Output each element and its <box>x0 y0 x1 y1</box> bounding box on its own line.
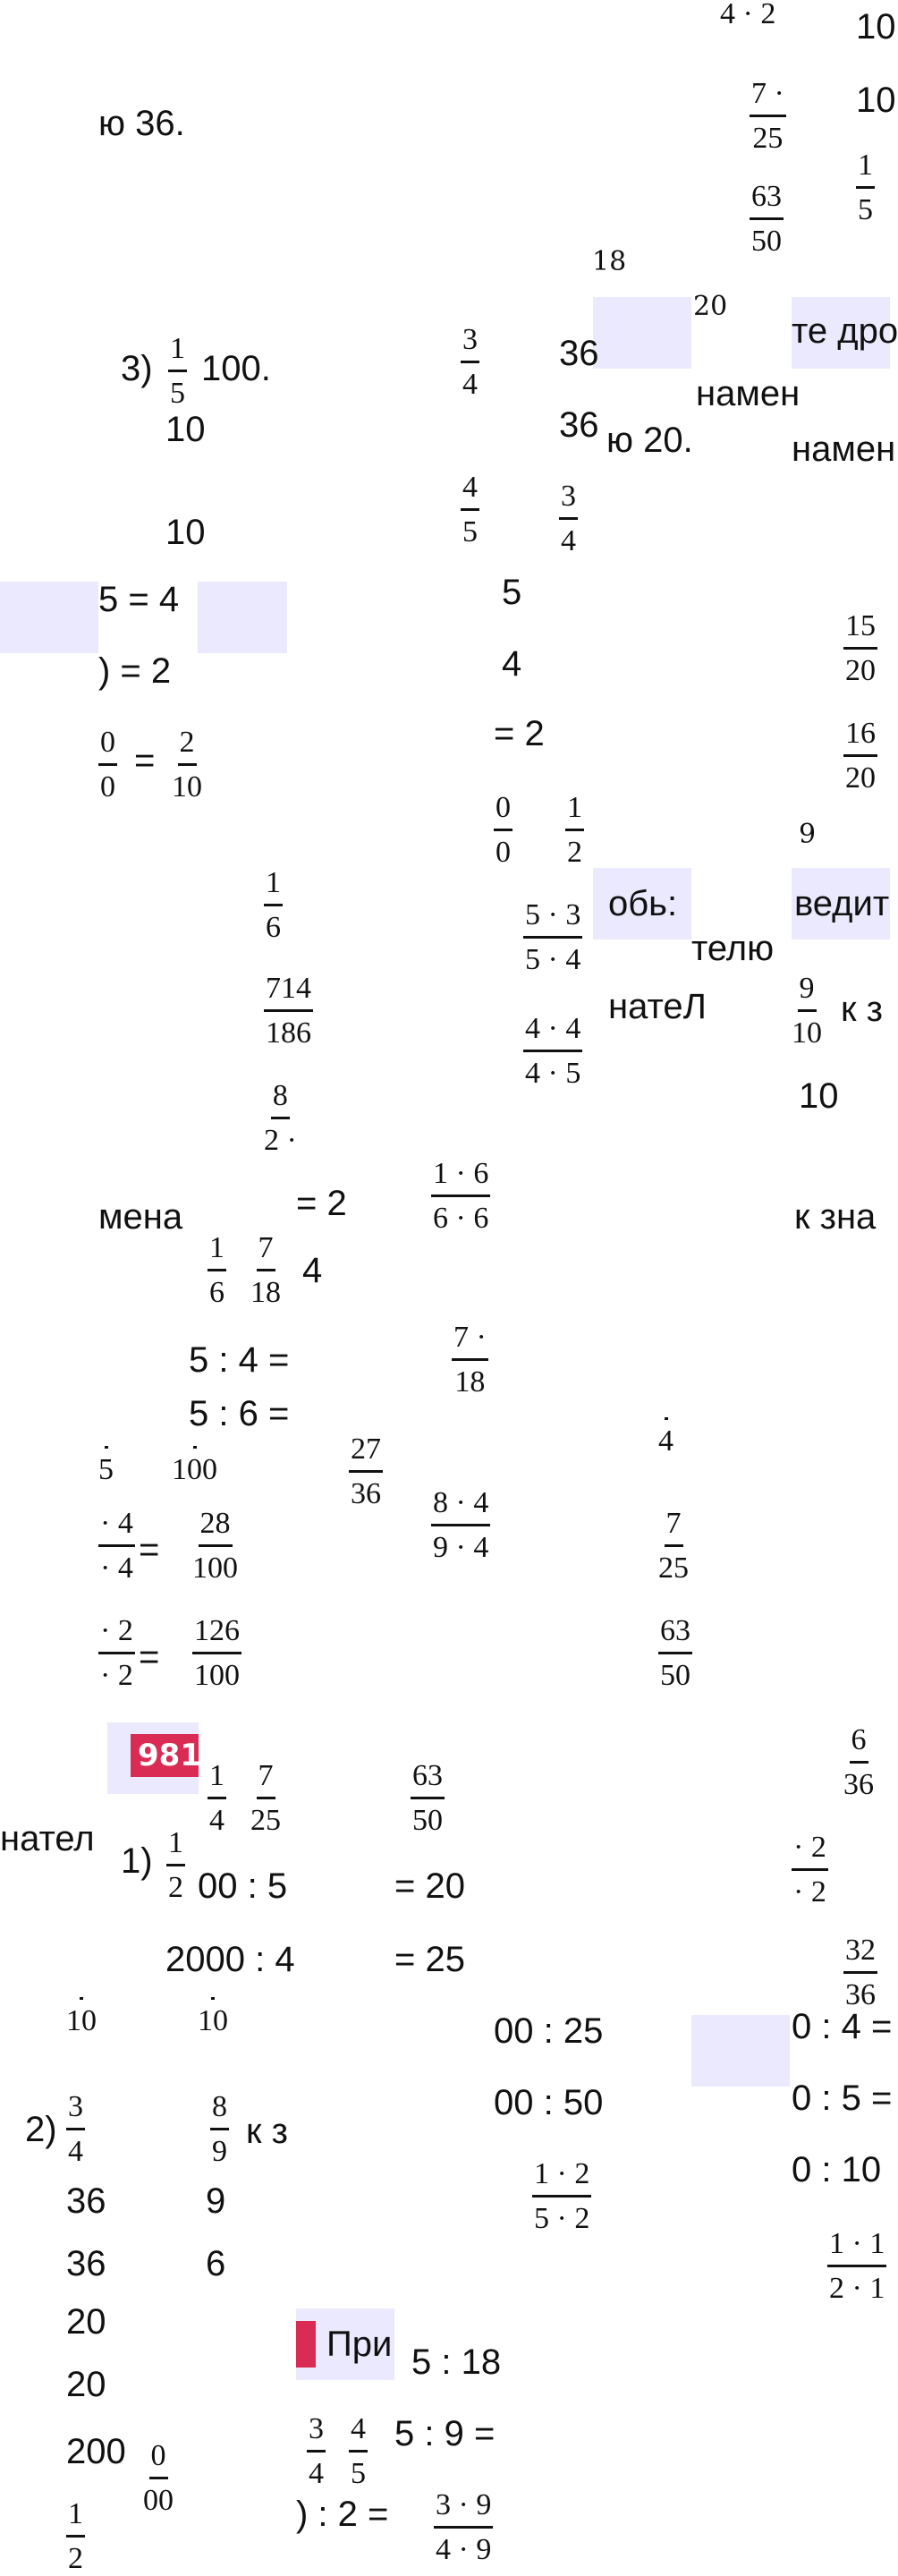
fraction: 8 2 · <box>264 1079 297 1158</box>
text: 36 <box>66 2181 106 2221</box>
fraction: 2 10 <box>172 726 202 804</box>
text: ведит <box>794 884 890 923</box>
text: 00 : 5 <box>198 1866 288 1906</box>
text: 0 : 4 = <box>792 2007 893 2046</box>
text: 4 <box>302 1251 323 1290</box>
fraction: 63 50 <box>412 1759 443 1838</box>
text: 36 <box>559 405 599 445</box>
text: те дро <box>792 311 898 351</box>
fraction: 0 00 <box>143 2439 174 2518</box>
text: 00 : 50 <box>494 2083 604 2122</box>
text: 1) <box>121 1841 153 1881</box>
fraction: 0 0 <box>100 726 115 804</box>
text: нател <box>0 1819 95 1858</box>
text: намен <box>696 374 801 413</box>
text: ) = 2 <box>98 651 172 691</box>
text: = 2 <box>494 714 545 753</box>
text: ю 20. <box>606 421 693 460</box>
text: намен <box>792 429 896 469</box>
fraction: 63 50 <box>660 1614 690 1693</box>
text: 5 : 18 <box>411 2342 502 2382</box>
fraction: 1 6 <box>266 866 281 945</box>
text: 10 <box>856 81 896 120</box>
fraction: 1 2 <box>68 2497 83 2576</box>
highlight-box <box>198 582 287 653</box>
text: 9 <box>799 819 817 850</box>
text: 0 : 5 = <box>792 2079 893 2118</box>
text: к зна <box>794 1197 877 1237</box>
fraction: 0 0 <box>496 791 511 870</box>
fraction: 15 20 <box>845 609 876 688</box>
text: 20 <box>693 291 728 322</box>
text: 9 <box>206 2181 226 2221</box>
text: 4 <box>502 644 522 684</box>
highlight-box <box>593 297 691 369</box>
fraction: 16 20 <box>845 717 876 795</box>
text: 18 <box>592 246 627 277</box>
fraction: 5 · 3 5 · 4 <box>525 898 581 977</box>
fraction: 1 2 <box>567 791 582 870</box>
text: 10 <box>799 1076 839 1116</box>
text: = 20 <box>394 1866 465 1906</box>
fraction: 4 · 2 <box>720 0 776 30</box>
text: 5 <box>502 573 522 612</box>
text: 10 <box>165 410 206 449</box>
fraction: 10 <box>198 1994 228 2038</box>
fraction: 32 36 <box>845 1934 876 2012</box>
fraction: 6 36 <box>843 1723 874 1802</box>
fraction: 5 <box>98 1442 114 1487</box>
text: 20 <box>66 2302 106 2342</box>
text: 00 : 25 <box>494 2011 604 2051</box>
text: 20 <box>66 2365 106 2404</box>
highlight-box <box>0 582 98 653</box>
fraction: 126 100 <box>194 1614 240 1693</box>
text: 5 : 4 = <box>189 1340 290 1380</box>
fraction: 1 5 <box>858 149 873 227</box>
text: 200 <box>66 2432 126 2471</box>
fraction: 1 · 1 2 · 1 <box>829 2227 885 2306</box>
fraction: 3 4 <box>462 323 478 402</box>
text: 5 : 9 = <box>394 2414 496 2453</box>
text: 6 <box>206 2244 226 2283</box>
fraction: 10 <box>66 1994 97 2038</box>
text: к з <box>841 990 883 1029</box>
fraction: 4 5 <box>351 2412 366 2491</box>
fraction: 1 2 <box>168 1826 183 1905</box>
text: = 2 <box>296 1184 347 1223</box>
fraction: 1 · 6 6 · 6 <box>433 1157 489 1236</box>
text: 3) <box>121 349 153 388</box>
text: обь: <box>608 884 678 923</box>
text: 2) <box>25 2110 57 2149</box>
fraction: 714 186 <box>266 972 311 1050</box>
fraction: 3 4 <box>309 2412 324 2491</box>
fraction: 100 <box>172 1442 217 1487</box>
text: 0 : 10 <box>792 2150 882 2189</box>
exercise-number-badge: 981 <box>131 1734 199 1777</box>
text: 36 <box>559 334 599 373</box>
text: 36 <box>66 2244 106 2283</box>
fraction: 7 25 <box>250 1759 281 1838</box>
fraction: 28 100 <box>192 1507 238 1586</box>
text: к з <box>246 2112 288 2151</box>
fraction: 8 9 <box>212 2090 227 2169</box>
fraction: 1 · 2 5 · 2 <box>534 2157 590 2236</box>
highlight-box <box>691 2015 790 2087</box>
exercise-marker <box>296 2321 316 2368</box>
text: 5 = 4 <box>98 580 180 619</box>
text: телю <box>691 929 775 968</box>
text: 2000 : 4 <box>165 1940 295 1979</box>
text: 10 <box>165 513 206 552</box>
text: 100. <box>201 349 271 388</box>
fraction: 4 · 4 4 · 5 <box>525 1012 581 1091</box>
fraction: 27 36 <box>351 1433 381 1511</box>
text: = <box>139 1530 160 1569</box>
fraction: 9 10 <box>792 972 822 1050</box>
text: = <box>139 1637 160 1677</box>
fraction: · 4 · 4 <box>100 1507 133 1586</box>
fraction: 3 4 <box>561 480 576 558</box>
text: = <box>134 741 156 780</box>
fraction: 1 4 <box>209 1759 224 1838</box>
fraction: 1 5 <box>170 332 185 411</box>
fraction: 4 <box>658 1414 674 1458</box>
text: 5 : 6 = <box>189 1394 290 1433</box>
text: мена <box>98 1197 183 1237</box>
fraction: 1 6 <box>209 1231 224 1310</box>
exercise-heading: При <box>326 2325 393 2364</box>
fraction: 4 5 <box>462 471 478 549</box>
fraction: · 2 · 2 <box>793 1831 826 1909</box>
text: ю 36. <box>98 104 185 143</box>
text: ) : 2 = <box>296 2495 389 2534</box>
fraction: 3 4 <box>68 2090 83 2169</box>
text: = 25 <box>394 1940 465 1979</box>
text: 10 <box>856 7 896 47</box>
fraction: 3 · 9 4 · 9 <box>436 2488 492 2567</box>
fraction: 7 18 <box>250 1231 281 1310</box>
fraction: · 2 · 2 <box>100 1614 133 1693</box>
text: натеЛ <box>608 987 707 1026</box>
fraction: 7 25 <box>658 1507 689 1586</box>
fraction: 63 50 <box>751 180 782 259</box>
fraction: 7 · 18 <box>453 1321 487 1399</box>
fraction: 8 · 4 9 · 4 <box>433 1486 489 1565</box>
fraction: 7 · 25 <box>751 77 784 156</box>
